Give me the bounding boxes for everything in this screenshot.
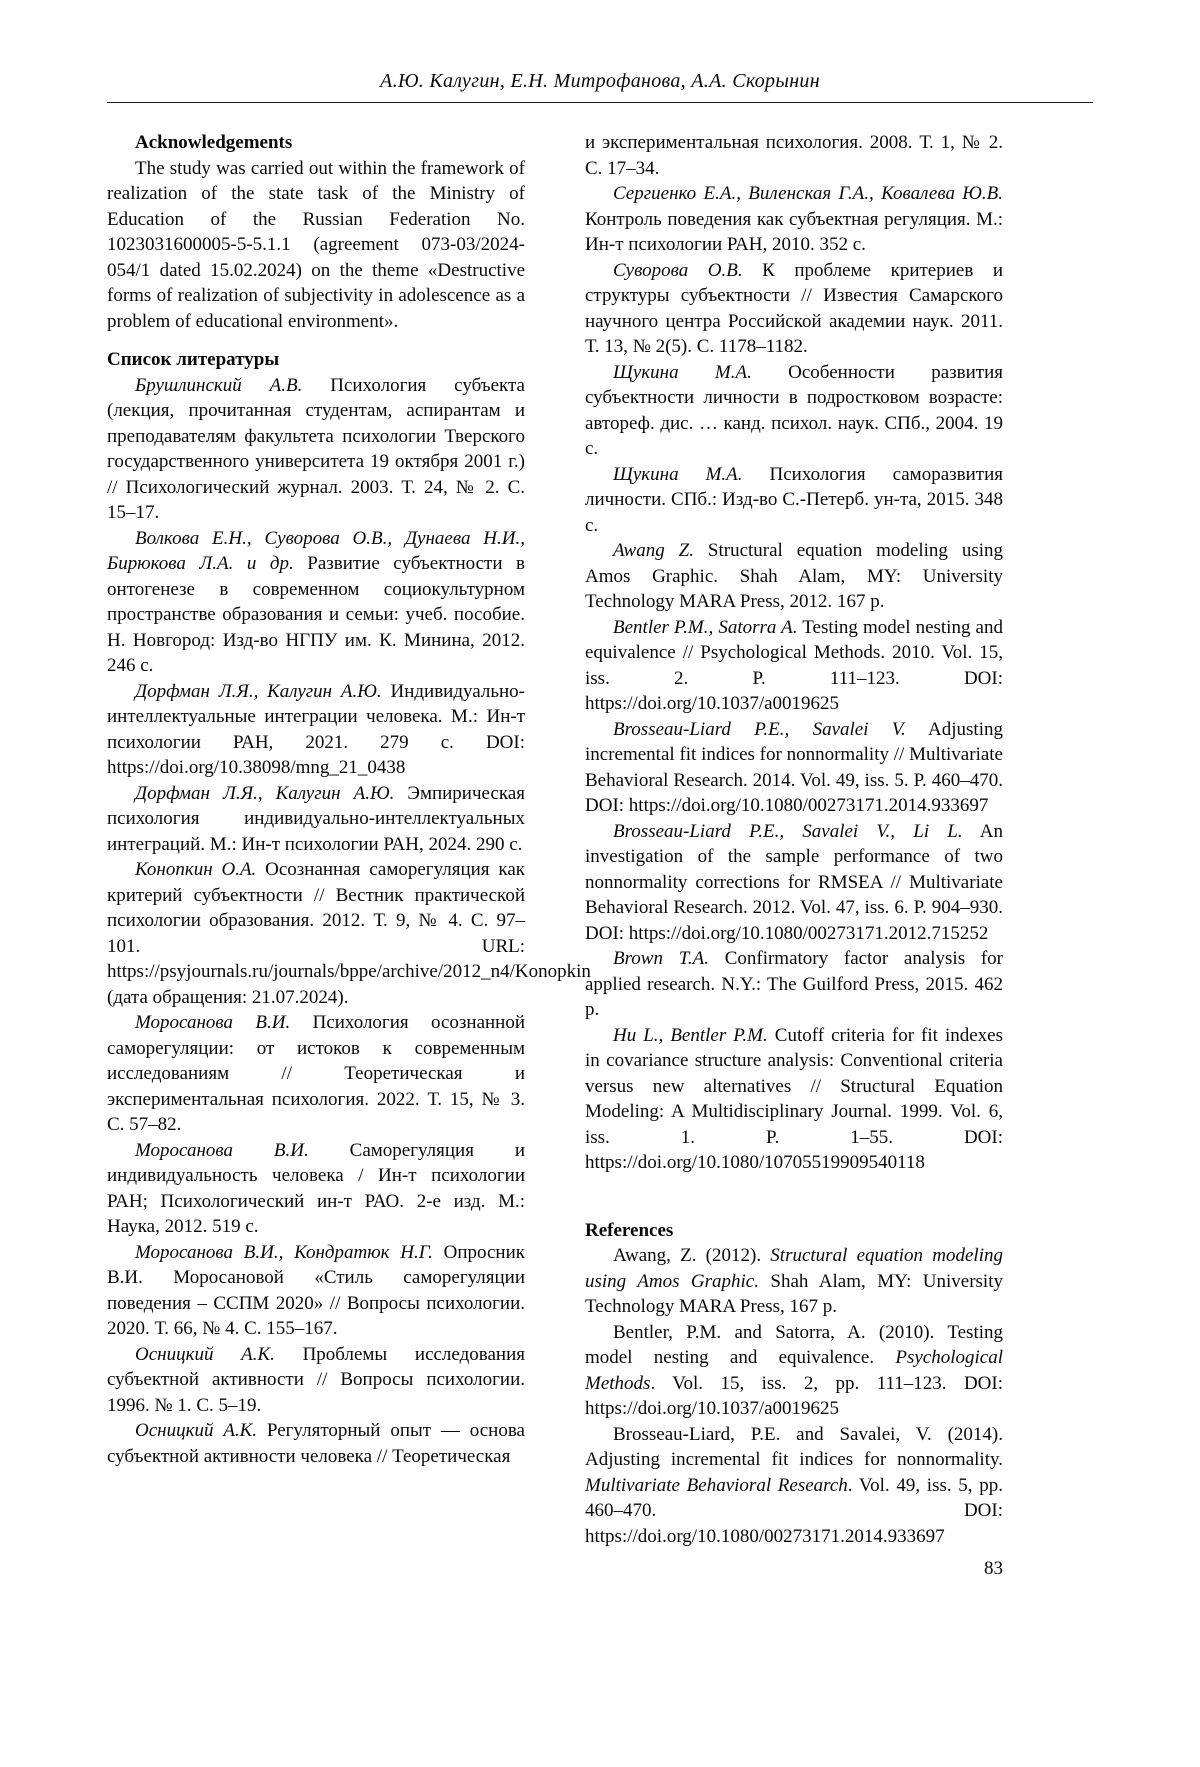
- reference-item: [107, 526, 525, 679]
- reference-item: [107, 1342, 525, 1419]
- reference-item: [107, 373, 525, 526]
- ref-authors: Brosseau-Liard P.E., Savalei V.: [613, 718, 906, 740]
- ref-authors: Моросанова В.И., Кондратюк Н.Г.: [135, 1241, 433, 1263]
- ref-authors: Сергиенко Е.А., Виленская Г.А., Ковалева Ю.В.: [613, 183, 1003, 204]
- reference-item: [107, 781, 525, 858]
- ref-text: Психология осознанной саморегуляции: от истоков к современным исследованиям // Теоретическая и экспериментальная психология. 2022. Т. 15, № 3. С. 57–82.: [107, 1012, 525, 1135]
- ref-authors: Дорфман Л.Я., Калугин А.Ю.: [135, 782, 395, 804]
- ref-authors: Осницкий А.К.: [135, 1420, 258, 1441]
- acknowledgements-title: Acknowledgements: [135, 132, 293, 153]
- ref-authors: Осницкий А.К.: [135, 1343, 275, 1365]
- ref-text: Психология субъекта (лекция, прочитанная студентам, аспирантам и преподавателям факультета психологии Тверского государственного университета 19 октября 2001 г.) // Психологический журнал. 2003. Т. 24, № 2. С. 15–17.: [107, 374, 525, 523]
- ref-text: Саморегуляция и индивидуальность человека / Ин-т психологии РАН; Психологический ин-т РАО. 2-е изд. М.: Наука, 2012. 519 с.: [107, 1139, 526, 1237]
- ref-text: Эмпирическая психология индивидуально-интеллектуальных интеграций. М.: Ин-т психологии РАН, 2024. 290 с.: [107, 782, 525, 855]
- reference-item: [585, 1320, 1003, 1422]
- ref-authors: Brown T.A.: [613, 948, 709, 969]
- reference-item: [585, 258, 1003, 360]
- reference-item: [585, 538, 1003, 615]
- reference-item: [585, 1422, 1003, 1550]
- ref-text: Особенности развития субъектности личности в подростковом возрасте: автореф. дис. … канд. психол. наук. СПб., 2004. 19 с.: [585, 361, 1003, 459]
- ref-authors: Brosseau-Liard P.E., Savalei V., Li L.: [613, 820, 963, 842]
- ref-text: Регуляторный опыт — основа субъектной активности человека // Теоретическая: [107, 1420, 525, 1467]
- ref-text: Проблемы исследования субъектной активности // Вопросы психологии. 1996. № 1. С. 5–19.: [107, 1343, 525, 1416]
- reference-item: [585, 181, 1003, 258]
- reference-item: [585, 819, 1003, 947]
- ref-authors: Волкова Е.Н., Суворова О.В., Дунаева Н.И., Бирюкова Л.А. и др.: [107, 527, 525, 574]
- ref-text: Shah Alam, MY: University Technology MARA Press, 167 p.: [585, 1270, 1003, 1317]
- reference-item: [107, 1010, 525, 1138]
- ref-authors: Суворова О.В.: [613, 259, 743, 281]
- bibliography-title: Список литературы: [107, 349, 280, 370]
- ref-text: An investigation of the sample performance of two nonnormality corrections for RMSEA // Multivariate Behavioral Research. 2012. Vol. 47, iss. 6. P. 904–930. DOI: https://doi.org/10.1080/00273171.2012.715252: [585, 820, 1003, 944]
- ref-authors: Bentler P.M., Satorra A.: [613, 616, 798, 638]
- reference-item: [585, 1243, 1003, 1320]
- reference-item: [107, 1138, 525, 1240]
- running-header: [107, 70, 1093, 103]
- ref-text: Психология саморазвития личности. СПб.: Изд-во С.-Петерб. ун-та, 2015. 348 с.: [585, 463, 1003, 536]
- ref-text: Развитие субъектности в онтогенезе в современном социокультурном пространстве образования и семьи: учеб. пособие. Н. Новгород: Изд-во НГПУ им. К. Минина, 2012. 246 с.: [107, 553, 525, 676]
- reference-item: [585, 360, 1003, 462]
- ref-authors: Дорфман Л.Я., Калугин А.Ю.: [135, 680, 382, 702]
- reference-continuation: и экспериментальная психология. 2008. Т. 1, № 2. С. 17–34.: [585, 132, 1003, 179]
- ref-authors: Щукина М.А.: [613, 463, 743, 485]
- ref-text: К проблеме критериев и структуры субъектности // Известия Самарского научного центра Российской академии наук. 2011. Т. 13, № 2(5). С. 1178–1182.: [585, 259, 1003, 357]
- reference-item: [585, 462, 1003, 539]
- ref-title-italic: Structural equation modeling using Amos Graphic.: [585, 1245, 1003, 1292]
- reference-item: [107, 857, 591, 1010]
- ref-authors: Брушлинский А.В.: [135, 374, 303, 396]
- acknowledgements-body: The study was carried out within the framework of realization of the state task of the Ministry of Education of the Russian Federation No. 1023031600005-5-5.1.1 (agreement 073-03/2024-054/1 dated 15.02.2024) on the theme «Destructive forms of realization of subjectivity in adolescence as a problem of educational environment».: [107, 157, 525, 332]
- reference-item: [107, 1418, 525, 1469]
- references-title: References: [585, 1219, 674, 1241]
- ref-text: Осознанная саморегуляция как критерий субъектности // Вестник практической психологии образования. 2012. Т. 9, № 4. С. 97–101. URL: https://psyjournals.ru/journals/bppe/archive/2012_n4/Konopkin (дата обращения: 21.07.2024).: [107, 859, 591, 1008]
- ref-text: Индивидуально-интеллектуальные интеграции человека. М.: Ин-т психологии РАН, 2021. 279 с. DOI: https://doi.org/10.38098/mng_21_0438: [107, 680, 525, 778]
- ref-text: Brosseau-Liard, P.E. and Savalei, V. (2014). Adjusting incremental fit indices for nonnormality.: [585, 1423, 1003, 1470]
- page-body: [107, 130, 1003, 1549]
- reference-item: [107, 679, 525, 781]
- ref-text: Testing model nesting and equivalence // Psychological Methods. 2010. Vol. 15, iss. 2. P. 111–123. DOI: https://doi.org/10.1037/a0019625: [585, 616, 1003, 714]
- reference-item: [585, 1023, 1003, 1176]
- ref-text: Опросник В.И. Моросановой «Стиль саморегуляции поведения – ССПМ 2020» // Вопросы психологии. 2020. Т. 66, № 4. С. 155–167.: [107, 1241, 525, 1339]
- ref-title-italic: Multivariate Behavioral Research: [585, 1474, 848, 1496]
- ref-text: Awang, Z. (2012).: [613, 1245, 771, 1266]
- ref-authors: Моросанова В.И.: [135, 1139, 309, 1161]
- header-authors: А.Ю. Калугин, Е.Н. Митрофанова, А.А. Скорынин: [380, 70, 820, 92]
- ref-title-italic: Psychological Methods: [585, 1347, 1003, 1394]
- reference-item: [585, 615, 1003, 717]
- ref-text: . Vol. 15, iss. 2, pp. 111–123. DOI: https://doi.org/10.1037/a0019625: [585, 1372, 1003, 1419]
- ref-text: Bentler, P.M. and Satorra, A. (2010). Testing model nesting and equivalence.: [585, 1321, 1003, 1368]
- ref-text: . Vol. 49, iss. 5, pp. 460–470. DOI: https://doi.org/10.1080/00273171.2014.933697: [585, 1474, 1003, 1547]
- reference-item: [585, 717, 1003, 819]
- right-column: [585, 130, 1003, 1549]
- page-number: 83: [984, 1558, 1003, 1579]
- reference-item: [107, 1240, 525, 1342]
- ref-authors: Моросанова В.И.: [135, 1012, 291, 1033]
- ref-authors: Конопкин О.А.: [135, 859, 257, 880]
- ref-authors: Щукина М.А.: [613, 361, 752, 383]
- ref-authors: Awang Z.: [613, 540, 694, 561]
- ref-text: Cutoff criteria for fit indexes in covariance structure analysis: Conventional criteria versus new alternatives // Structural Equation Modeling: A Multidisciplinary Journal. 1999. Vol. 6, iss. 1. P. 1–55. DOI: https://doi.org/10.1080/10705519909540118: [585, 1024, 1003, 1173]
- ref-text: Контроль поведения как субъектная регуляция. М.: Ин-т психологии РАН, 2010. 352 с.: [585, 208, 1003, 255]
- reference-item: [585, 946, 1003, 1023]
- left-column: [107, 130, 591, 1549]
- ref-text: Confirmatory factor analysis for applied research. N.Y.: The Guilford Press, 2015. 462 p.: [585, 948, 1003, 1020]
- ref-text: Structural equation modeling using Amos Graphic. Shah Alam, MY: University Technology MARA Press, 2012. 167 p.: [585, 540, 1003, 612]
- ref-authors: Hu L., Bentler P.M.: [613, 1024, 768, 1046]
- ref-text: Adjusting incremental fit indices for nonnormality // Multivariate Behavioral Research. 2014. Vol. 49, iss. 5. P. 460–470. DOI: https://doi.org/10.1080/00273171.2014.933697: [585, 718, 1003, 816]
